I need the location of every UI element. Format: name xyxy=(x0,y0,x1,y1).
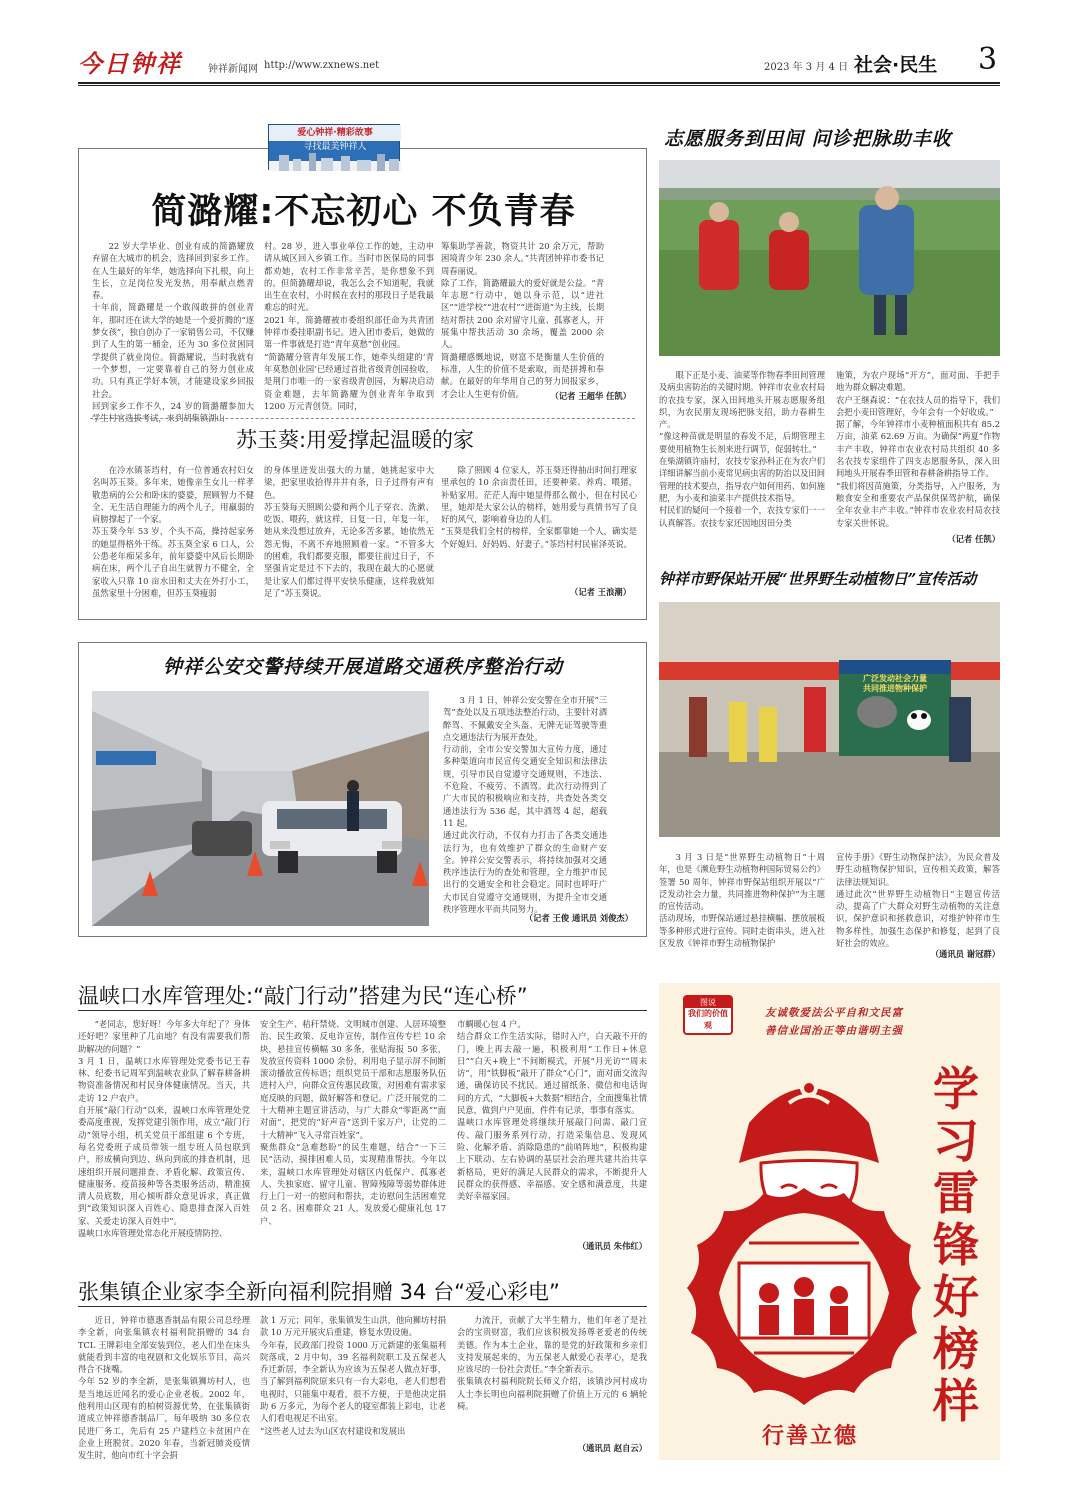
article-su-col2 xyxy=(264,464,434,609)
credit-volunteer: （记者 任凯） xyxy=(947,534,1000,544)
article-title-zhangji: 张集镇企业家李全新向福利院捐赠 34 台“爱心彩电” xyxy=(78,1280,560,1304)
paragraph: 筹集助学善款，物资共计 20 余万元，帮助困境青少年 230 余人。”共青团钟祥市委书记周春丽说。 除了工作，简潞耀最大的爱好就是公益。“青年志愿”行动中，她以身示范，以“进社区”“进学校”“进农村”“进街道”为主线，长期结对帮扶 200 余对留守儿童、孤寡老人，开展集中帮扶活动 30 余场，覆盖 2000 余人。 简潞耀感慨地说，财富不是衡量人生价值的标准，人生的价值不是索取，而是拼搏和奉献。在最好的年华用自己的努力回报家乡，才会让人生更有价值。 xyxy=(441,241,604,399)
vertical-slogan: 学习雷锋好榜样 xyxy=(933,1062,979,1428)
credit-traffic: （记者 王俊 通讯员 刘俊杰） xyxy=(524,913,633,923)
paragraph: 的身体里迸发出强大的力量，她挑起家中大梁，把家里收拾得井井有条，日子过得有声有色。 苏玉葵每天照顾公婆和两个儿子穿衣、洗漱、吃饭、喂药，就这样，日复一日，年复一年，她从来没想过放弃，无论多苦多累，她依然无怨无悔，不离不弃地照顾着一家。“不管多大的困难，我们都要克服，都要往前过日子，不坚强肯定是过不下去的，我现在最大的心愿就是让家人们都过得平安快乐健康，这样我就知足了”苏玉葵说。 xyxy=(264,465,434,598)
wheat-field-image xyxy=(659,160,1000,356)
site-url[interactable]: http://www.zxnews.net xyxy=(264,60,380,71)
paragraph: 除了照顾 4 位家人，苏玉葵还得抽出时间打理家里承包的 10 余亩责任田，还要种菜、养鸡、喂猪，补贴家用。茫茫人海中她显得那么微小，但在村民心里，她却是大家公认的榜样，她用爱与真情书写了良好的风气，影响着身边的人们。 “玉葵是我们全村的榜样，全家都靠她一个人，确实是个好媳妇、好妈妈、好妻子。”茶垱村村民崔泽英说。 xyxy=(441,465,637,549)
credit-zhangji: （通讯员 赵自云） xyxy=(577,1443,647,1453)
article-title-wildlife: 钟祥市野保站开展“世界野生动植物日”宣传活动 xyxy=(659,570,977,588)
article-zhangji-col1 xyxy=(78,1314,250,1460)
badge-main: 我们的价值观 xyxy=(688,1009,728,1030)
article-title-wenxiakou: 温峡口水库管理处:“敲门行动”搭建为民“连心桥” xyxy=(78,984,528,1008)
banner-line2: 寻找最美钟祥人 xyxy=(303,142,367,152)
issue-date: 2023 年 3 月 4 日 xyxy=(764,62,849,73)
column-banner xyxy=(268,124,400,170)
newspaper-logo: 今日钟祥 xyxy=(78,49,182,78)
wildlife-event-image xyxy=(659,602,1000,837)
badge-top: 图说 xyxy=(685,997,731,1008)
article-jian-col1 xyxy=(92,240,254,424)
article-wenxiakou-col3 xyxy=(457,1018,647,1240)
article-su-col3 xyxy=(441,464,637,582)
paragraph: 22 岁大学毕业、创业有成的简潞耀放弃留在大城市的机会，选择回到家乡工作。在人生最好的年华，她选择向下扎根，向上生长，立足岗位发光发热，用奉献点燃青春。 十年前，简潞耀是一个敢闯敢拼的创业青年，那时还在读大学的她是一个爱折腾的“逐梦女孩”，独自创办了一家销售公司，不仅赚到了人生的第一桶金，还为 30 多位贫困同学提供了就业岗位。简潞耀说，当时我就有一个梦想，一定要靠着自己的努力创业成功。只有真正学好本领，才能建设家乡回报社会。 回到家乡工作不久，24 岁的简潞耀参加大学生村官选拔考试，来到胡集镇湖山 xyxy=(92,241,254,424)
article-volunteer-col2 xyxy=(836,369,1000,537)
paragraph: 安全生产、秸秆禁烧、文明城市创建、人居环境整治、民生政策、反电诈宣传，制作宣传专栏 10 余块，悬挂宣传横幅 30 多条，张贴海报 50 多张，发放宣传资料 1000 余份，利用电子显示屏不间断滚动播放宣传标语；组织党员干部和志愿服务队伍进村入户，向群众宣传惠民政策，对困难有需求家庭反映的问题，做好解答和登记。广泛开展党的二十大精神主题宣讲活动，与广大群众“零距离”“面对面”，把党的“好声音”送到千家万户，让党的二十大精神“飞入寻常百姓家”。 聚焦群众“急难愁盼”的民生难题，结合“一下三民”活动，摸排困难人员，实现精准帮扶。今年以来，温峡口水库管理处对辖区内低保户、孤寡老人、失独家庭、留守儿童、智障残障等弱势群体进行上门一对一的慰问和帮扶，走访慰问生活困难党员 2 名、困难群众 21 人，发放爱心健康礼包 17 户、 xyxy=(260,1019,446,1226)
banner-line1: 爱心钟祥·精彩故事 xyxy=(269,125,401,141)
article-wenxiakou-col2 xyxy=(260,1018,446,1254)
credit-jian: （记者 王超华 任凯） xyxy=(550,391,631,401)
section-name: 社会·民生 xyxy=(854,54,938,76)
title-rule xyxy=(78,1306,647,1307)
paragraph: 施策，为农户现场“开方”，面对面、手把手地为群众解决难题。 农户王继森说：“在农技人员的指导下，我们会把小麦田管理好，今年会有一个好收成。” 据了解，今年钟祥市小麦种植面积共有 85.2 万亩，油菜 62.69 万亩。为确保“两夏”作物丰产丰收，钟祥市农业农村局共组织 40 多名农技专家组件了四支志愿服务队，深入田间地头开展春季田管和春耕备耕指导工作。 “我们将因苗施策，分类指导，入户服务，为粮食安全和重要农产品保供保驾护航，确保全年农业丰产丰收。”钟祥市农业农村局农技专家关世怀说。 xyxy=(836,370,1000,528)
article-title-traffic: 钟祥公安交警持续开展道路交通秩序整治行动 xyxy=(162,656,563,678)
paragraph: 村。28 岁，进入事业单位工作的她，主动申请从城区回入乡镇工作。当时市医保局的同事都劝她，农村工作非常辛苦，是你想象不到的。但简潞耀却说，我怎么会不知道呢，我就出生在农村，小时候在农村的那段日子是我最难忘的时光。 2021 年，简潞耀被市委组织部任命为共青团钟祥市委挂职副书记。进入团市委后，她做的第一件事就是打造“青年莫愁”创业园。 “简潞耀分管青年发展工作，她牵头组建的‘青年莫愁创业园’已经通过首批省级青创园验收，是荆门市唯一的一家省级青创园，为解决启动资金难题，去年简潞耀为创业青年争取到 1200 万元青创贷。同时， xyxy=(264,241,434,411)
poster-slogan: 广泛发动社会力量 共同推进物种保护 xyxy=(863,674,927,693)
article-title-volunteer: 志愿服务到田间 问诊把脉助丰收 xyxy=(664,128,952,150)
divider xyxy=(90,418,635,419)
article-zhangji-col3 xyxy=(457,1314,647,1438)
header-rule xyxy=(78,82,1000,84)
core-values-line2: 善信业国治正等由谐明主强 xyxy=(765,1025,903,1037)
photo-wildlife-day xyxy=(659,602,1000,837)
article-jian-col2 xyxy=(264,240,434,412)
paragraph: 力流汗，贡献了大半生精力，他们年老了是社会的宝贵财富，我们应该积极发扬尊老爱老的传统美德。作为本土企业，靠的是党的好政策和乡亲们支持发展起来的，为五保老人献爱心表孝心，是我应该尽的一份社会责任。”李全新表示。 张集镇农村福利院院长师义介绍，该镇沙河村成功人士李长明也向福利院捐赠了价值上万元的 6 辆轮椅。 xyxy=(457,1315,647,1412)
site-name: 钟祥新闻网 xyxy=(208,64,258,75)
article-zhangji-col2 xyxy=(260,1314,446,1460)
header-rule-thin xyxy=(78,85,1000,86)
paragraph: 款 1 万元；同年，张集镇发生山洪，他向狮坊村捐款 10 万元开展灾后重建，修复水毁设施。 今年春，民政部门投资 1000 万元新建的张集福利院落成，2 月中旬，39 名福利院职工及五保老人乔迁新居，李全新认为应该为五保老人做点好事，当了解到福利院原来只有一台大彩电，老人们想看电视时，只能集中观看，很不方便，于是他决定捐助 6 万多元，为每个老人的寝室都装上彩电，让老人们看电视足不出室。 “这些老人过去为山区农村建设和发展出 xyxy=(260,1315,446,1436)
article-wenxiakou-col1 xyxy=(78,1018,250,1254)
article-title-su: 苏玉葵:用爱撑起温暖的家 xyxy=(235,428,475,452)
traffic-checkpoint-image xyxy=(92,691,429,926)
page-number: 3 xyxy=(978,42,998,77)
credit-wenxiakou: （通讯员 朱伟红） xyxy=(577,1241,647,1251)
article-title-jian: 简潞耀:不忘初心 不负青春 xyxy=(151,192,576,232)
paragraph: “老同志，您好呀！今年多大年纪了？身体还好吧？家里种了几亩地？有没有需要我们帮助解决的问题？” 3 月 1 日，温峡口水库管理处党委书记王春林、纪委书记周军到温峡农业队了解春耕备耕物资准备情况和村民身体健康情况。当天，共走访 12 户农户。 自开展“敲门行动”以来，温峡口水库管理处党委高度重视，发挥党建引领作用，成立“敲门行动”领导小组，机关党员干部组建 6 个专班，每名党委班子成员带领一组专班人员包联到户，形成横向到边、纵向到底的排查机制，迅速组织开展问题排查、矛盾化解、政策宣传、健康服务、疫苗接种等各类服务活动，精准摸清人员底数，用心倾听群众意见诉求，真正做到“政策知识深入百姓心、隐患排查深入百姓家、关爱走访深入百姓中”。 温峡口水库管理处常态化开展疫情防控、 xyxy=(78,1019,250,1239)
paragraph: 近日，钟祥市德惠香制品有限公司总经理李全新，向张集镇农村福利院捐赠的 34 台 TCL 王牌彩电全部安装到位，老人们坐在床头就能看到丰富的电视剧和文化娱乐节目，高兴得合不拢嘴。 今年 52 岁的李全新，是张集镇狮坊村人，也是当地远近闻名的爱心企业老板。2002 年，他利用山区现有的柏树资源优势，在张集镇街道成立钟祥德香制品厂，每年吸纳 30 多位农民进厂务工，先后有 25 户建档立卡贫困户在企业上班脱贫。2020 年春，当新冠肺炎疫情发生时，他向市红十字会捐 xyxy=(78,1315,250,1461)
paragraph: 市蜩暖心包 4 户。 结合群众工作生活实际，错时入户，白天敲不开的门，晚上再去敲一遍，积极利用“工作日+休息日”“白天+晚上”不间断模式，开展“月光访”“周末访”，用“铁脚板”敲开了群众“心门”，面对面交流沟通，确保访民不扰民。通过留纸条、微信和电话询问的方式，“大脚板+大数据”相结合，全面搜集社情民意，做到户户见面，件件有记录，事事有落实。 温峡口水库管理处将继续开展敲门问需、敲门宣传、敲门服务系列行动，打造采集信息、发现风险、化解矛盾、消除隐患的“前哨阵地”，积极构建上下联动、左右协调的基层社会治理共建共治共享新格局，更好的满足人民群众的需求，不断提升人民群众的获得感、幸福感、安全感和满意度，共建美好幸福家园。 xyxy=(457,1019,647,1202)
paragraph: 宣传手册》《野生动物保护法》，为民众普及野生动植物保护知识，宣传相关政策，解答法律法规知识。 通过此次“世界野生动植物日”主题宣传活动，提高了广大群众对野生动植物的关注意识，保护意识和拯救意识，对维护钟祥市生物多样性，加强生态保护和修复，起到了良好社会的效应。 xyxy=(836,852,1000,949)
paragraph: 眼下正是小麦、油菜等作物春季田间管理及病虫害防治的关键时期。钟祥市农业农村局的农技专家，深入田间地头开展志愿服务组织，为农民朋友现场把脉支招，助力春耕生产。 “像这种苗就是明显的春发不足，后期管理主要使用植物生长剂来进行调节，促弱转壮。” 在柴湖镇许庙村，农技专家孙科正在为农户们详细讲解当前小麦常见病虫害的防治以及田间管理的技术要点，指导农户如何用药、如何施肥，为小麦和油菜丰产提供技术指导。 村民们的疑问一个接着一个，农技专家们一一认真解答。农技专家还因地因田分类 xyxy=(659,370,825,528)
photo-traffic-checkpoint xyxy=(92,691,429,926)
poster-lei-feng xyxy=(659,983,1000,1460)
core-values-line1: 友诚敬爱法公平自和文民富 xyxy=(765,1007,903,1019)
title-rule xyxy=(78,1010,647,1011)
article-volunteer-col1 xyxy=(659,369,825,547)
papercut-medallion-icon xyxy=(679,1183,929,1413)
article-traffic-body xyxy=(443,694,607,915)
paragraph: 3 月 1 日，钟祥公安交警在全市开展“三驾”查处以及五项违法整治行动，主要针对酒醉驾、不佩戴安全头盔、无牌无证驾驶等重点交通违法行为展开查处。 行动前，全市公安交警加大宣传力度，通过多种渠道向市民宣传交通安全知识和法律法规，引导市民自觉遵守交通规则，不违法、不危险、不疲劳、不酒驾。此次行动得到了广大市民的积极响应和支持，共查处各类交通违法行为 536 起，其中酒驾 4 起，超载 11 起。 通过此次行动，不仅有力打击了各类交通违法行为，也有效维护了群众的生命财产安全。钟祥公安交警表示，将持续加强对交通秩序违法行为的查处和管理，全力维护市民出行的交通安全和社会稳定。同时也呼吁广大市民自觉遵守交通规则，为提升全市交通秩序管理水平而共同努力。 xyxy=(443,695,607,915)
bottom-slogan: 行善立德 xyxy=(761,1424,858,1449)
article-wildlife-col1 xyxy=(659,851,825,961)
paragraph: 在冷水镇茶垱村，有一位普通农村妇女名叫苏玉葵。多年来，她像亲生女儿一样孝敬患病的公公和卧床的婆婆，照顾智力不健全、无生活自理能力的两个儿子，用羸弱的肩膀撑起了一个家。 苏玉葵今年 53 岁，个头不高，操持起家务的她显得格外干练。苏玉葵全家 6 口人，公公患老年痴呆多年，前年婆婆中风后长期卧病在床，两个儿子自出生就智力不健全，全家收入只靠 10 亩水田和丈夫在外打小工，虽然家里十分困难，但苏玉葵瘦弱 xyxy=(92,465,254,598)
credit-su: （记者 王浪潮） xyxy=(570,587,631,597)
article-wildlife-col2 xyxy=(836,851,1000,947)
city-skyline-icon xyxy=(269,153,401,171)
article-su-col1 xyxy=(92,464,254,609)
paragraph: 3 月 3 日是“世界野生动植物日”十周年，也是《濒危野生动植物种国际贸易公约》签署 50 周年，钟祥市野保站组织开展以“广泛发动社会力量，共同推进物种保护”为主题的宣传活动。 活动现场，市野保站通过悬挂横幅、摆放展板等多种形式进行宣传。同时走街串头，进入社区发放《钟祥市野生动植物保护 xyxy=(659,852,825,949)
credit-wildlife: （通讯员 谢冠群） xyxy=(930,949,1000,959)
values-badge xyxy=(683,995,733,1035)
photo-wheat-field xyxy=(659,160,1000,356)
